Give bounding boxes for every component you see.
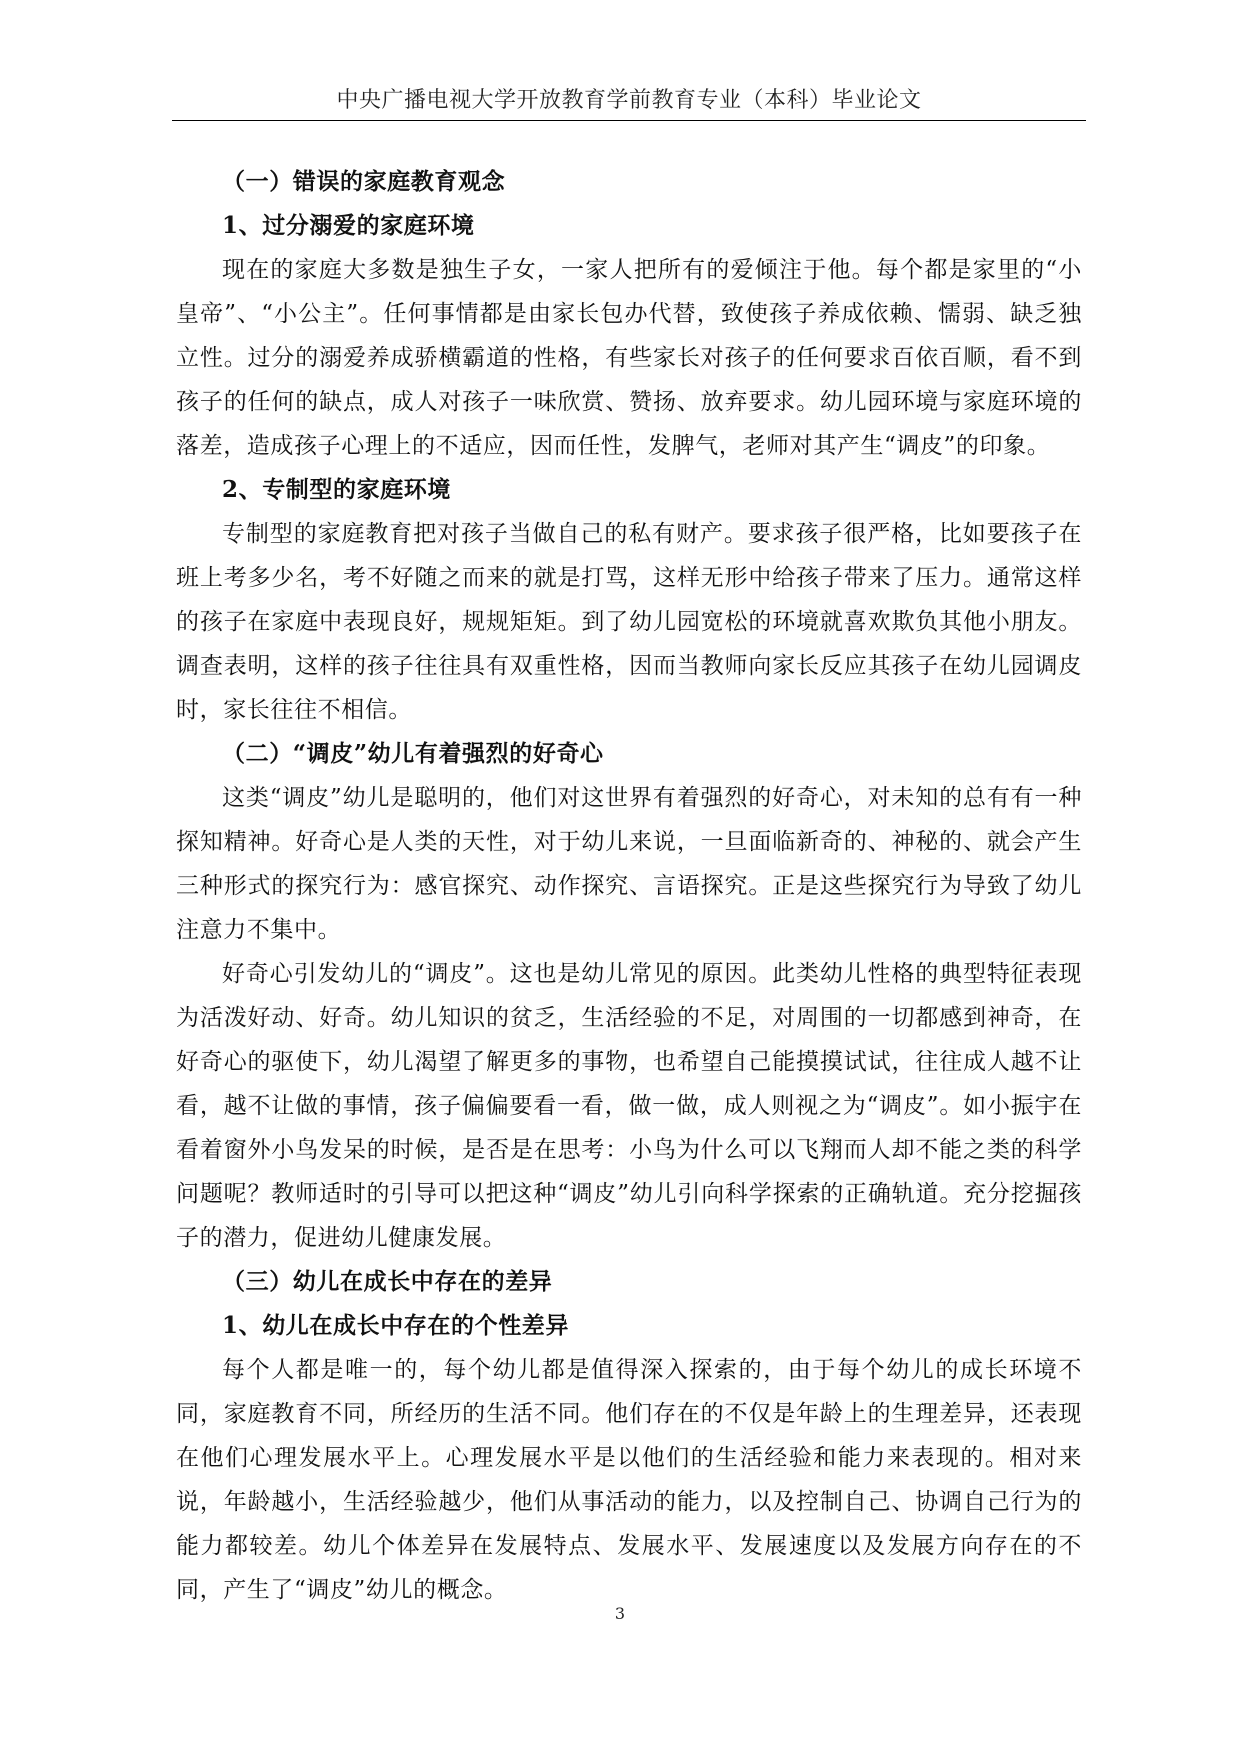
subsection-heading-1-1: 1、过分溺爱的家庭环境 — [222, 212, 475, 239]
section-heading-1: （一）错误的家庭教育观念 — [222, 168, 506, 195]
subsection-heading-1-2: 2、专制型的家庭环境 — [222, 476, 452, 503]
paragraph-5: 每个人都是唯一的，每个幼儿都是值得深入探索的，由于每个幼儿的成长环境不同，家庭教育不同，所经历的生活不同。他们存在的不仅是年龄上的生理差异，还表现在他们心理发展水平上。心理发展水平是以他们的生活经验和能力来表现的。相对来说，年龄越小，生活经验越少，他们从事活动的能力，以及控制自己、协调自己行为的能力都较差。幼儿个体差异在发展特点、发展水平、发展速度以及发展方向存在的不同，产生了“调皮”幼儿的概念。 — [176, 1357, 1082, 1603]
paragraph-1: 现在的家庭大多数是独生子女，一家人把所有的爱倾注于他。每个都是家里的“小皇帝”、“小公主”。任何事情都是由家长包办代替，致使孩子养成依赖、懦弱、缺乏独立性。过分的溺爱养成骄横霸道的性格，有些家长对孩子的任何要求百依百顺，看不到孩子的任何的缺点，成人对孩子一味欣赏、赞扬、放弃要求。幼儿园环境与家庭环境的落差，造成孩子心理上的不适应，因而任性，发脾气，老师对其产生“调皮”的印象。 — [176, 257, 1082, 459]
paragraph-2: 专制型的家庭教育把对孩子当做自己的私有财产。要求孩子很严格，比如要孩子在班上考多少名，考不好随之而来的就是打骂，这样无形中给孩子带来了压力。通常这样的孩子在家庭中表现良好，规规矩矩。到了幼儿园宽松的环境就喜欢欺负其他小朋友。调查表明，这样的孩子往往具有双重性格，因而当教师向家长反应其孩子在幼儿园调皮时，家长往往不相信。 — [176, 521, 1082, 723]
subsection-heading-3-1: 1、幼儿在成长中存在的个性差异 — [222, 1312, 570, 1339]
page-number: 3 — [614, 1604, 626, 1623]
header-divider — [172, 120, 1086, 121]
page-header-title: 中央广播电视大学开放教育学前教育专业（本科）毕业论文 — [336, 88, 922, 113]
paragraph-3: 这类“调皮”幼儿是聪明的，他们对这世界有着强烈的好奇心，对未知的总有有一种探知精神。好奇心是人类的天性，对于幼儿来说，一旦面临新奇的、神秘的、就会产生三种形式的探究行为：感官探究、动作探究、言语探究。正是这些探究行为导致了幼儿注意力不集中。 — [176, 785, 1082, 943]
document-body — [176, 160, 1082, 1612]
section-heading-3: （三）幼儿在成长中存在的差异 — [222, 1268, 553, 1295]
section-heading-2: （二）“调皮”幼儿有着强烈的好奇心 — [222, 740, 604, 767]
paragraph-4: 好奇心引发幼儿的“调皮”。这也是幼儿常见的原因。此类幼儿性格的典型特征表现为活泼好动、好奇。幼儿知识的贫乏，生活经验的不足，对周围的一切都感到神奇，在好奇心的驱使下，幼儿渴望了解更多的事物，也希望自己能摸摸试试，往往成人越不让看，越不让做的事情，孩子偏偏要看一看，做一做，成人则视之为“调皮”。如小振宇在看着窗外小鸟发呆的时候，是否是在思考：小鸟为什么可以飞翔而人却不能之类的科学问题呢？教师适时的引导可以把这种“调皮”幼儿引向科学探索的正确轨道。充分挖掘孩子的潜力，促进幼儿健康发展。 — [176, 961, 1082, 1251]
